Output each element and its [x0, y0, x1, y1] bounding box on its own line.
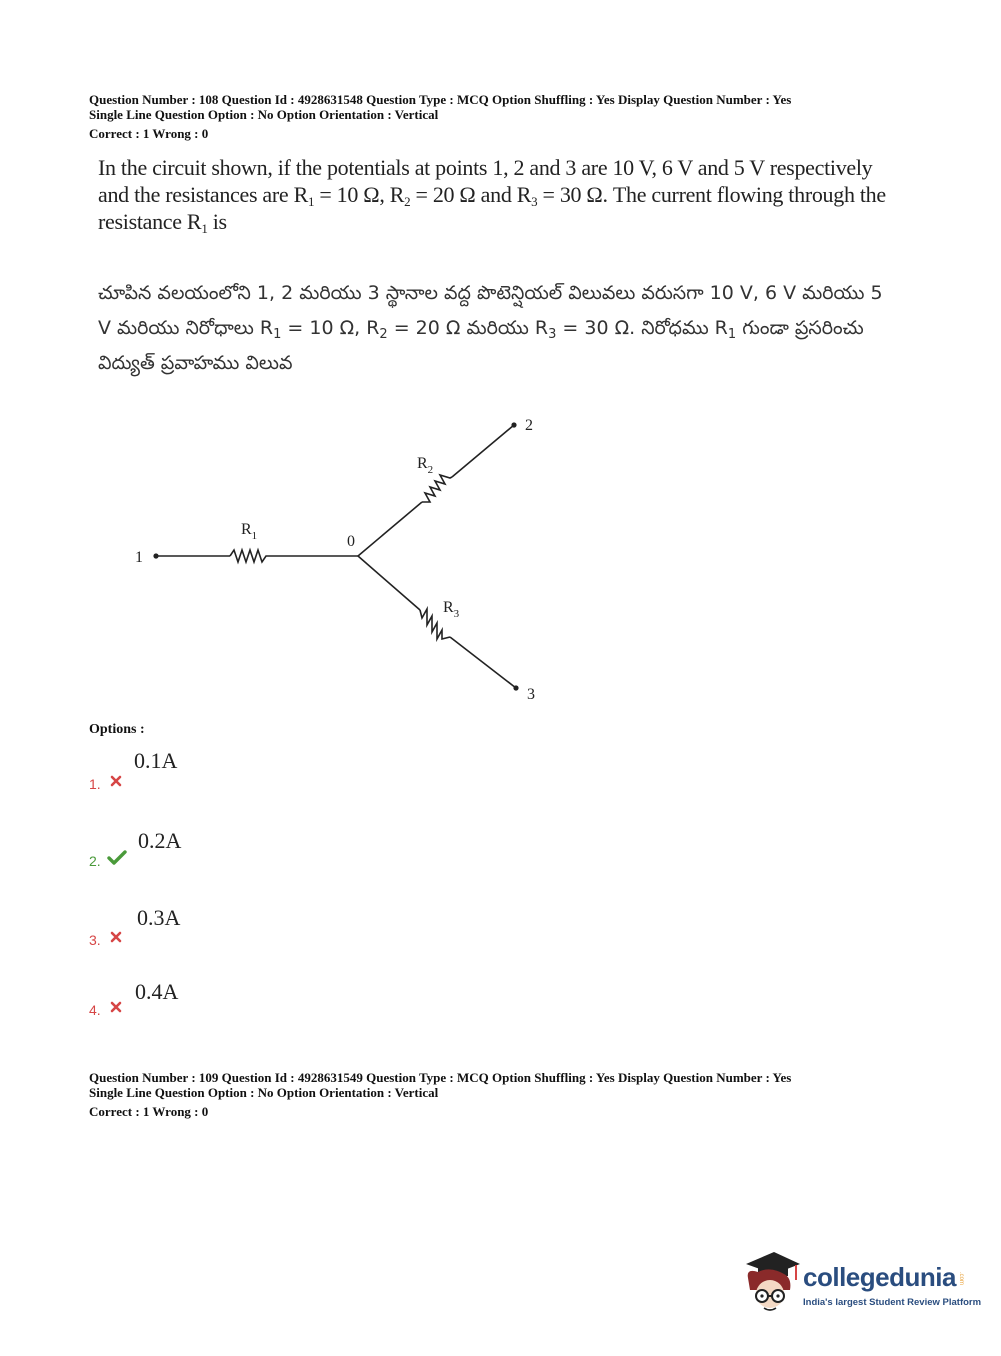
- q-te-sub2: 2: [379, 327, 388, 342]
- check-icon: [107, 850, 127, 865]
- q-te-sub4: 1: [727, 327, 737, 342]
- resistor-r2: [422, 475, 452, 502]
- option-1-number: 1.: [89, 776, 101, 792]
- cross-icon: [110, 1001, 122, 1013]
- label-r2-letter: R: [417, 455, 428, 472]
- q-en-part5: is: [207, 209, 227, 234]
- q109-meta-line2: Single Line Question Option : No Option Orientation : Vertical: [89, 1085, 439, 1100]
- label-r1-letter: R: [241, 521, 252, 538]
- terminal-1: [153, 553, 158, 558]
- label-r3-sub: 3: [453, 608, 460, 620]
- q108-score: Correct : 1 Wrong : 0: [89, 126, 209, 141]
- q-te-part1: చూపిన వలయంలోని 1, 2 మరియు 3 స్థానాల వద్ద పొటెన్షియల్ విలువలు వరుసగా 10 V, 6 V మరియు 5 V మరియు నిరోధాలు R: [98, 282, 883, 339]
- wire-r3-node3: [450, 637, 516, 688]
- q109-meta: [89, 1070, 949, 1119]
- option-2-text: 0.2A: [138, 828, 182, 853]
- q-en-sub3: 3: [531, 194, 538, 209]
- terminal-3: [513, 685, 518, 690]
- option-1-text: 0.1A: [134, 748, 178, 773]
- q-en-part3: = 20 Ω and R: [410, 182, 532, 207]
- q-en-sub1: 1: [307, 194, 315, 209]
- label-r3: [443, 599, 460, 620]
- wire-r2-node2: [452, 425, 514, 477]
- q-te-sub3: 3: [548, 327, 557, 342]
- option-3-number: 3.: [89, 932, 101, 948]
- q-te-part5: గుండా ప్రసరించు విద్యుత్ ప్రవాహము విలువ: [98, 317, 864, 374]
- q-te-part4: = 30 Ω. నిరోధము R: [556, 317, 728, 339]
- resistor-r1: [230, 550, 272, 562]
- q-te-part3: = 20 Ω మరియు R: [387, 317, 549, 339]
- option-2-number: 2.: [89, 853, 101, 869]
- cross-icon: [110, 775, 122, 787]
- q108-meta-line1: Question Number : 108 Question Id : 4928631548 Question Type : MCQ Option Shuffling : Yes Display Question Number : Yes: [89, 92, 792, 107]
- q-en-part4: = 30 Ω. The current flowing through the resistance R: [98, 182, 886, 234]
- logo-suffix: .com: [958, 1272, 964, 1286]
- cross-icon: [110, 931, 122, 943]
- q-te-part2: = 10 Ω, R: [281, 317, 380, 339]
- q-te-sub1: 1: [273, 327, 282, 342]
- label-node0: 0: [347, 533, 355, 550]
- wire-node0-r2: [358, 502, 422, 556]
- question-text-english: [98, 154, 898, 235]
- q108-meta: [89, 92, 949, 141]
- logo-tagline: India's largest Student Review Platform: [803, 1297, 982, 1308]
- question-text-telugu: [98, 276, 898, 381]
- option-4-number: 4.: [89, 1002, 101, 1018]
- q-en-part1: In the circuit shown, if the potentials at points 1, 2 and 3 are 10 V, 6 V and 5 V respectively and the resistances are R: [98, 155, 873, 207]
- label-r1-sub: 1: [251, 530, 258, 542]
- logo-wordmark: collegedunia: [803, 1262, 956, 1292]
- option-3-text: 0.3A: [137, 905, 181, 930]
- terminal-2: [511, 422, 516, 427]
- label-node3: 3: [527, 686, 535, 703]
- label-r1: [241, 521, 257, 542]
- label-node1: 1: [135, 549, 143, 566]
- circuit-diagram: [120, 405, 580, 705]
- q109-meta-line1: Question Number : 109 Question Id : 4928631549 Question Type : MCQ Option Shuffling : Yes Display Question Number : Yes: [89, 1070, 792, 1085]
- label-r2-sub: 2: [427, 464, 434, 476]
- collegedunia-mascot-icon: [740, 1250, 802, 1320]
- wire-node0-r3: [358, 556, 420, 610]
- q108-meta-line2: Single Line Question Option : No Option Orientation : Vertical: [89, 107, 439, 122]
- label-node2: 2: [525, 417, 533, 434]
- q-en-sub4: 1: [201, 221, 208, 236]
- label-r3-letter: R: [443, 599, 454, 616]
- option-4-text: 0.4A: [135, 979, 179, 1004]
- options-label: Options :: [89, 722, 145, 737]
- q109-score: Correct : 1 Wrong : 0: [89, 1104, 209, 1119]
- q-en-sub2: 2: [404, 194, 411, 209]
- label-r2: [417, 455, 433, 476]
- q-en-part2: = 10 Ω, R: [314, 182, 405, 207]
